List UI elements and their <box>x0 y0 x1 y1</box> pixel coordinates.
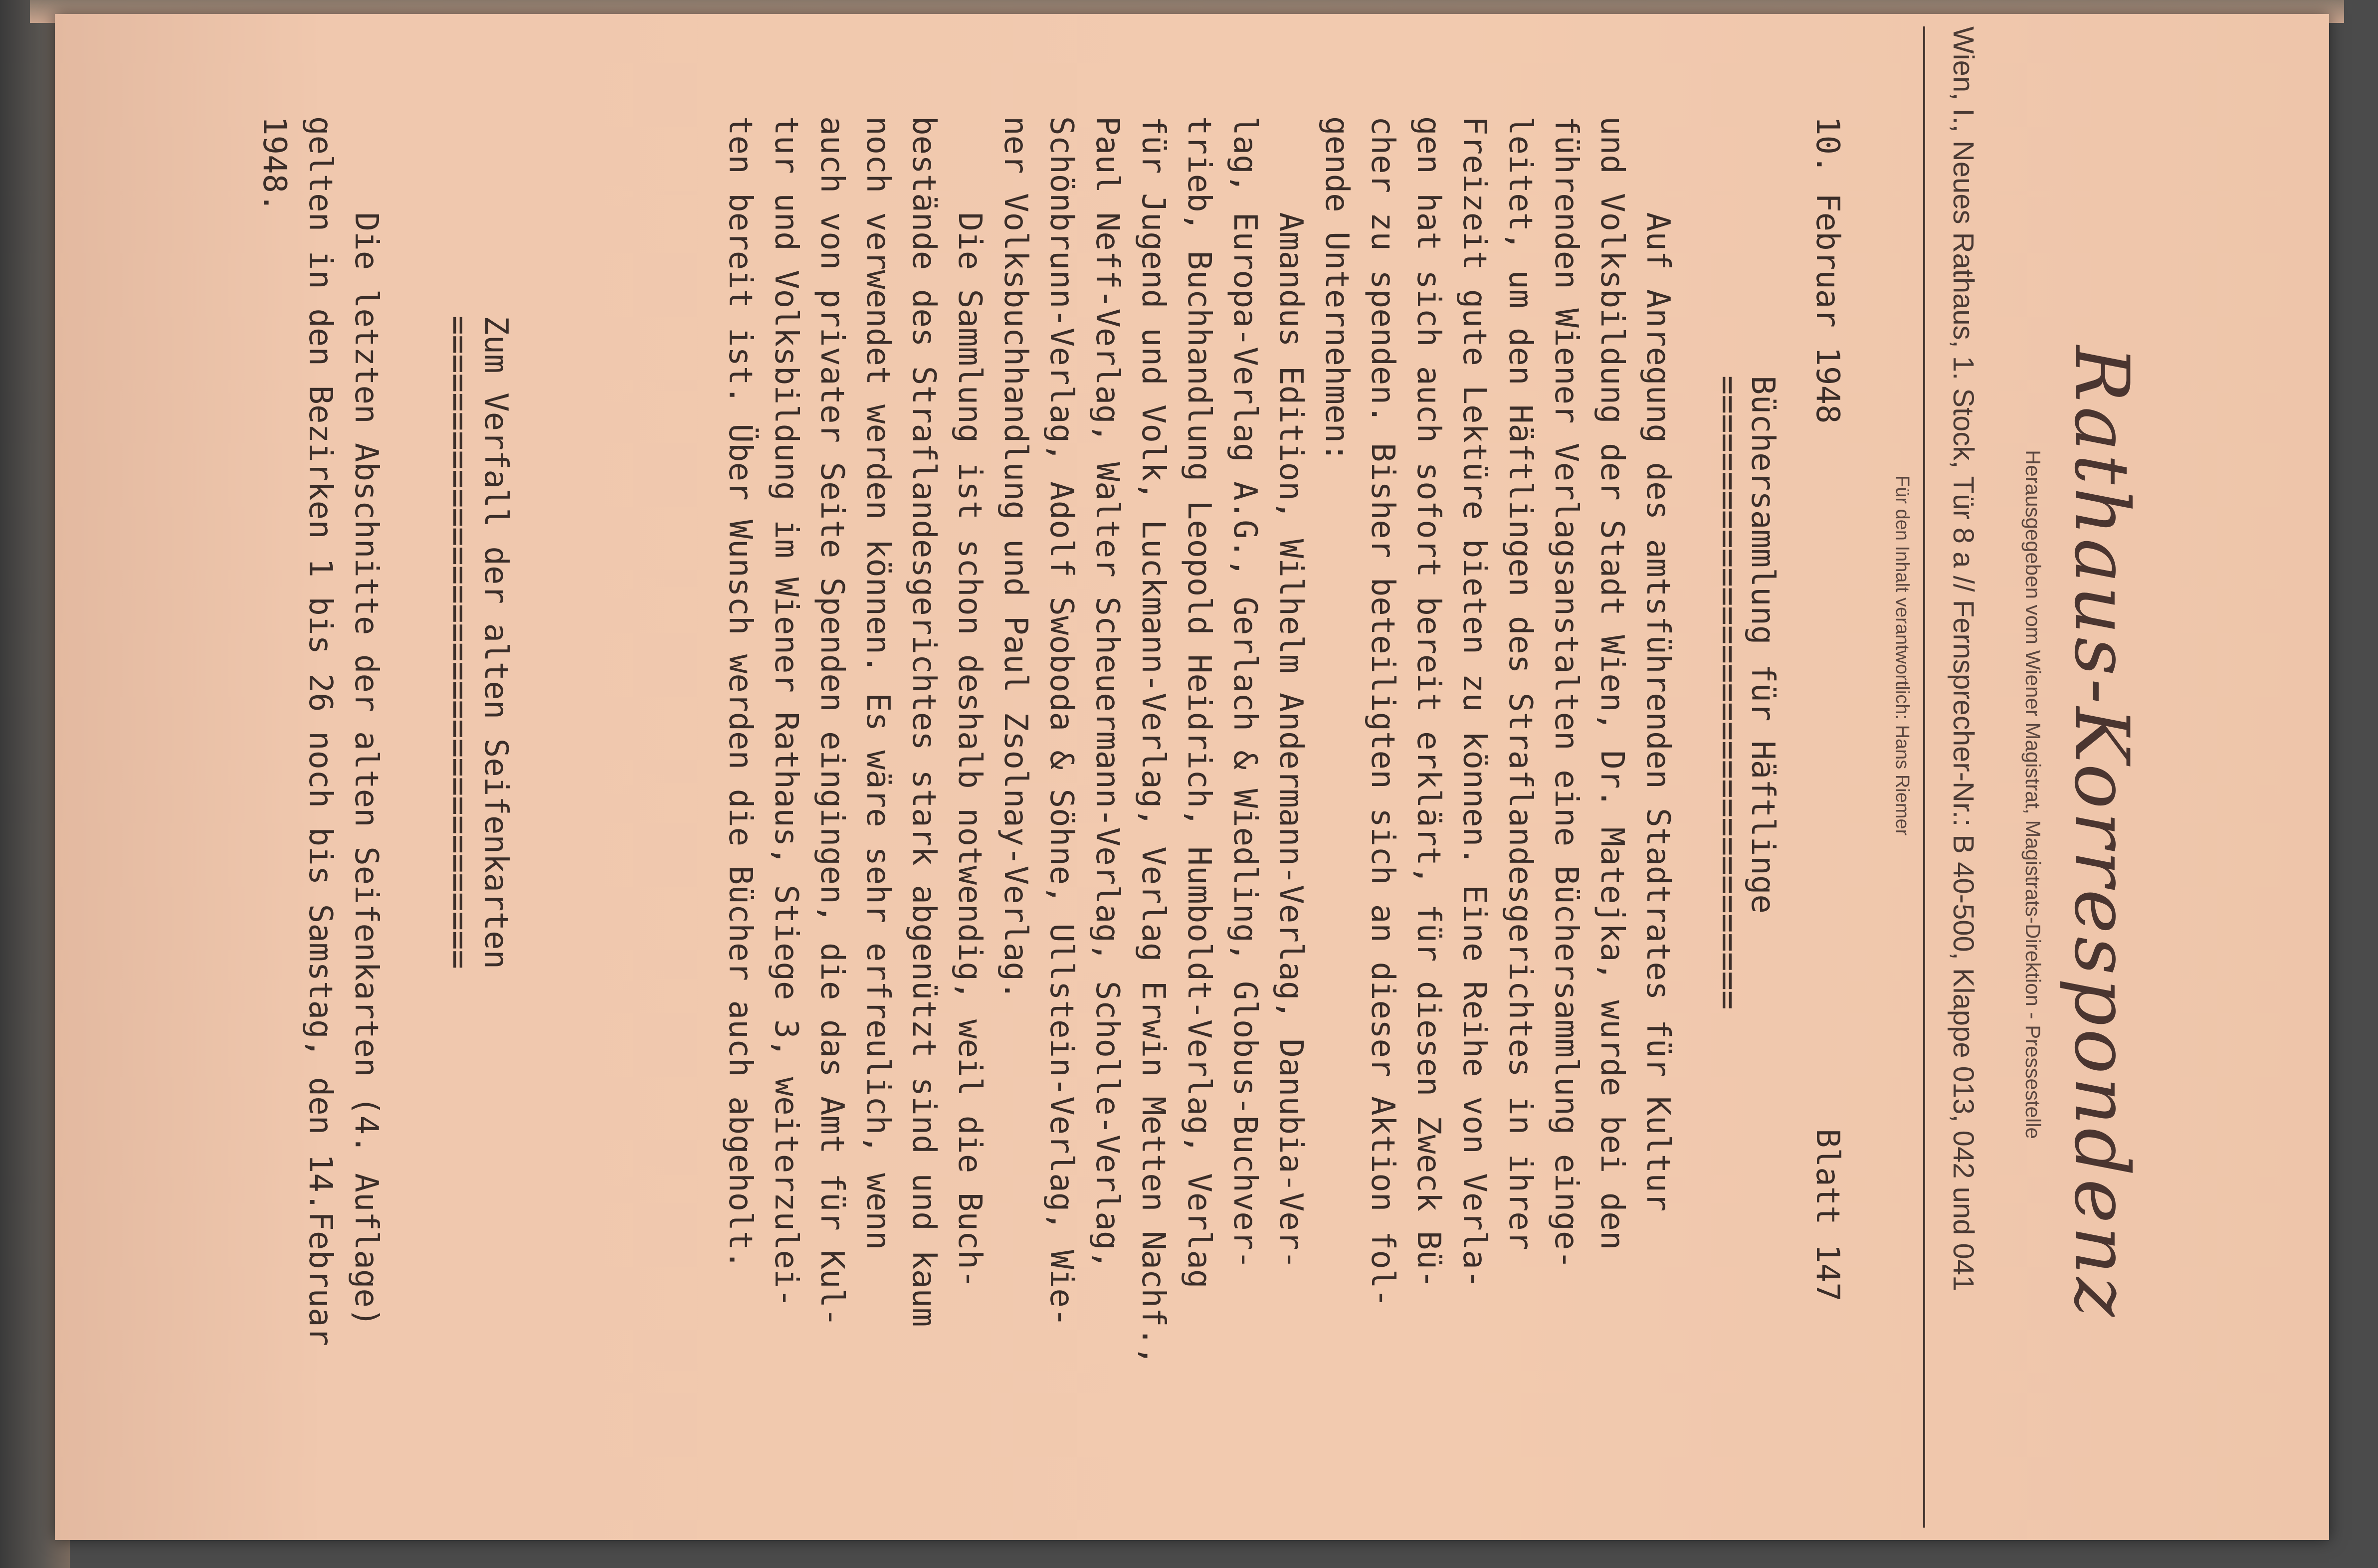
heading-underline: ================================= <box>1709 376 1746 1010</box>
body-line: ner Volksbuchhandlung und Paul Zsolnay-Verlag. <box>997 116 1034 1000</box>
body-line: gen hat sich auch sofort bereit erklärt, für diesen Zweck Bü- <box>1410 116 1447 1289</box>
body-line: und Volksbildung der Stadt Wien, Dr. Matejka, wurde bei den <box>1593 116 1630 1250</box>
body-line: tur und Volksbildung im Wiener Rathaus, Stiege 3, weiterzulei- <box>768 116 804 1308</box>
heading-underline: ================================== <box>440 316 477 970</box>
rotated-content <box>80 26 2145 1528</box>
body-line: ten bereit ist. Über Wunsch werden die Bücher auch abgeholt. <box>722 116 759 1269</box>
body-line: lag, Europa-Verlag A.G., Gerlach & Wiedling, Globus-Buchver- <box>1226 116 1263 1269</box>
body-line: noch verwendet werden können. Es wäre sehr erfreulich, wenn <box>859 116 896 1250</box>
document-date: 10. Februar 1948 <box>1809 116 1846 424</box>
body-line: trieb, Buchhandlung Leopold Heidrich, Humboldt-Verlag, Verlag <box>1181 116 1217 1289</box>
article-heading: Zum Verfall der alten Seifenkarten <box>477 316 514 970</box>
article-heading: Büchersammlung für Häftlinge <box>1744 376 1781 914</box>
document-page <box>55 14 2329 1540</box>
body-line: Die letzten Abschnitte der alten Seifenkarten (4. Auflage) <box>348 116 385 1327</box>
body-line: gende Unternehmen: <box>1318 116 1355 462</box>
body-line: Amandus Edition, Wilhelm Andermann-Verlag, Danubia-Ver- <box>1272 116 1309 1269</box>
masthead-rule <box>1923 26 1925 1528</box>
body-line: 1948. <box>256 116 293 212</box>
body-line: Auf Anregung des amtsführenden Stadtrates für Kultur <box>1639 116 1676 1212</box>
sheet-number: Blatt 147 <box>1809 1129 1846 1302</box>
masthead-address: Wien, I., Neues Rathaus, 1. Stock, Tür 8 a // Fernsprecher-Nr.: B 40-500, Klappe 013, 042 und 041 <box>1947 26 1980 1292</box>
body-line: Freizeit gute Lektüre bieten zu können. Eine Reihe von Verla- <box>1456 116 1493 1289</box>
body-line: Die Sammlung ist schon deshalb notwendig, weil die Buch- <box>951 116 988 1289</box>
body-line: auch von privater Seite Spenden eingingen, die das Amt für Kul- <box>813 116 850 1327</box>
masthead-responsible: Für den Inhalt verantwortlich: Hans Riemer <box>1892 475 1913 836</box>
masthead-publisher: Herausgegeben vom Wiener Magistrat, Magistrats-Direktion - Pressestelle <box>2021 450 2045 1139</box>
body-line: Schönbrunn-Verlag, Adolf Swoboda & Söhne, Ullstein-Verlag, Wie- <box>1043 116 1080 1327</box>
masthead-title: Rathaus-Korrespondenz <box>2058 346 2145 1320</box>
body-line: Paul Neff-Verlag, Walter Scheuermann-Verlag, Scholle-Verlag, <box>1089 116 1126 1269</box>
body-line: cher zu spenden. Bisher beteiligten sich an dieser Aktion fol- <box>1364 116 1401 1308</box>
body-line: leitet, um den Häftlingen des Straflandesgerichtes in ihrer <box>1502 116 1539 1250</box>
body-line: gelten in den Bezirken 1 bis 26 noch bis Samstag, den 14.Februar <box>302 116 339 1346</box>
body-line: für Jugend und Volk, Luckmann-Verlag, Verlag Erwin Metten Nachf., <box>1135 116 1172 1366</box>
body-line: führenden Wiener Verlagsanstalten eine Büchersammlung einge- <box>1548 116 1585 1269</box>
body-line: bestände des Straflandesgerichtes stark abgenützt sind und kaum <box>905 116 942 1327</box>
